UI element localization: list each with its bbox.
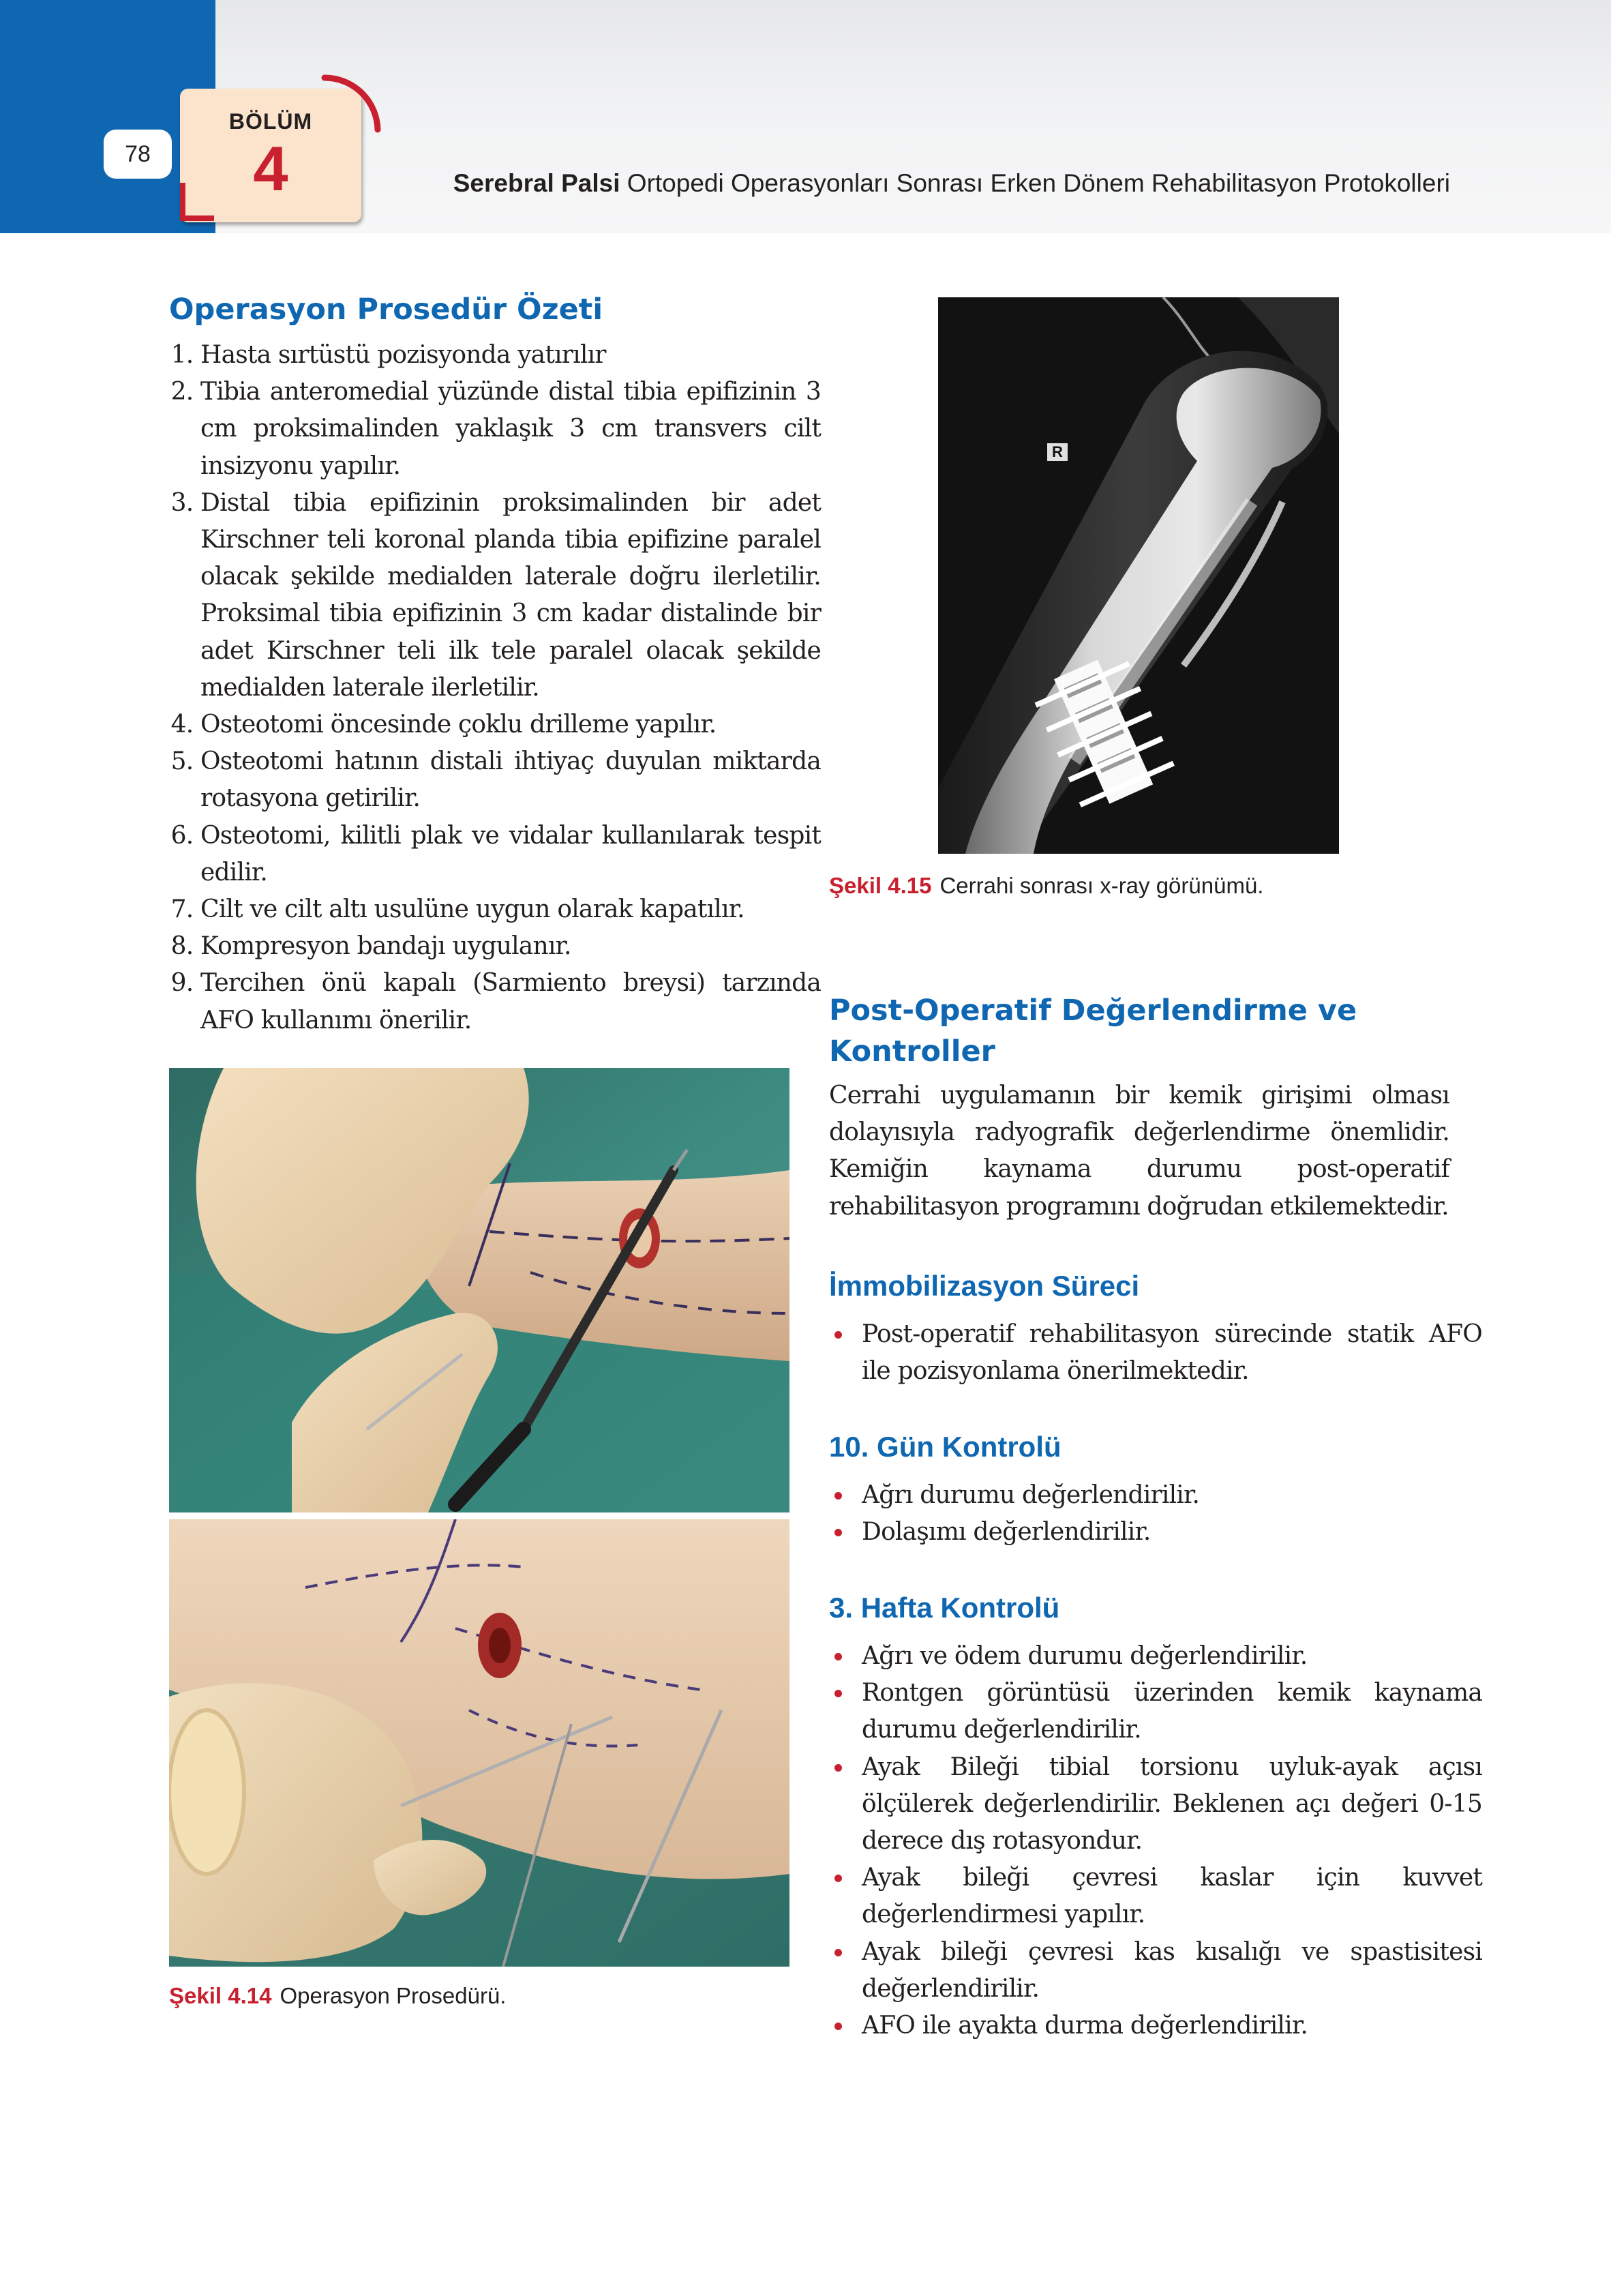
xray-image: [938, 297, 1339, 854]
running-title-bold: Serebral Palsi: [453, 169, 620, 197]
figure-caption-text: Cerrahi sonrası x-ray görünümü.: [939, 873, 1264, 898]
figure-caption-text: Operasyon Prosedürü.: [280, 1983, 507, 2008]
list-item: Post-operatif rehabilitasyon sürecinde statik AFO ile pozisyonlama önerilmektedir.: [862, 1316, 1482, 1390]
post-op-paragraph: Cerrahi uygulamanın bir kemik girişimi olması dolayısıyla radyografik değerlendirme önemlidir. Kemiğin kaynama durumu post-operatif rehabilitasyon programını doğrudan etkilemektedir.: [829, 1082, 1449, 1221]
post-op-title-line2: Kontroller: [829, 1034, 995, 1069]
list-item: Ağrı durumu değerlendirilir.: [862, 1477, 1482, 1514]
procedure-step: 5. Osteotomi hatının distali ihtiyaç duyulan miktarda rotasyona getirilir.: [200, 743, 821, 817]
list-item: Rontgen görüntüsü üzerinden kemik kaynama durumu değerlendirilir.: [862, 1675, 1482, 1748]
procedure-step: 7. Cilt ve cilt altı usulüne uygun olarak kapatılır.: [200, 891, 821, 928]
day10-title: 10. Gün Kontrolü: [829, 1431, 1062, 1463]
surgery-photo-1: [169, 1068, 789, 1512]
figure-caption-4-15: [829, 873, 1263, 899]
list-item: Ayak bileği çevresi kaslar için kuvvet değerlendirmesi yapılır.: [862, 1860, 1482, 1933]
day10-list: [829, 1477, 1482, 1551]
procedure-step: 1. Hasta sırtüstü pozisyonda yatırılır: [200, 337, 821, 374]
post-op-title: [829, 990, 1357, 1072]
week3-title: 3. Hafta Kontrolü: [829, 1592, 1060, 1624]
list-item: AFO ile ayakta durma değerlendirilir.: [862, 2008, 1482, 2044]
list-item: Ayak bileği çevresi kas kısalığı ve spastisitesi değerlendirilir.: [862, 1934, 1482, 2008]
figure-number: Şekil 4.15: [829, 873, 932, 898]
week3-list: [829, 1638, 1482, 2044]
page-number: 78: [104, 130, 172, 179]
immobilization-title: İmmobilizasyon Süreci: [829, 1270, 1140, 1302]
post-op-title-line1: Post-Operatif Değerlendirme ve: [829, 994, 1357, 1028]
procedure-step: 4. Osteotomi öncesinde çoklu drilleme yapılır.: [200, 706, 821, 743]
procedure-step: 8. Kompresyon bandajı uygulanır.: [200, 928, 821, 965]
procedure-steps: [169, 337, 821, 1039]
figure-number: Şekil 4.14: [169, 1983, 272, 2008]
procedure-title: Operasyon Prosedür Özeti: [169, 293, 603, 327]
procedure-step: 2. Tibia anteromedial yüzünde distal tibia epifizinin 3 cm proksimalinden yaklaşık 3 cm transvers cilt insizyonu yapılır.: [200, 374, 821, 485]
chapter-label: BÖLÜM: [228, 109, 313, 134]
list-item: Dolaşımı değerlendirilir.: [862, 1514, 1482, 1551]
immobilization-list: [829, 1316, 1482, 1390]
running-title-rest: Ortopedi Operasyonları Sonrası Erken Dönem Rehabilitasyon Protokolleri: [620, 169, 1450, 197]
running-title: [453, 169, 1450, 198]
list-item: Ağrı ve ödem durumu değerlendirilir.: [862, 1638, 1482, 1675]
surgery-photo-2: [169, 1519, 789, 1967]
chapter-number: 4: [253, 134, 288, 204]
procedure-step: 3. Distal tibia epifizinin proksimalinden bir adet Kirschner teli koronal planda tibia epifizine paralel olacak şekilde medialden laterale doğru ilerletilir. Proksimal tibia epifizinin 3 cm kadar distalinde bir adet Kirschner teli ilk tele paralel olacak şekilde medialden laterale ilerletilir.: [200, 485, 821, 706]
xray-marker-label: R: [1052, 443, 1063, 460]
list-item: Ayak Bileği tibial torsionu uyluk-ayak açısı ölçülerek değerlendirilir. Beklenen açı değeri 0-15 derece dış rotasyondur.: [862, 1749, 1482, 1860]
procedure-step: 9. Tercihen önü kapalı (Sarmiento breysi) tarzında AFO kullanımı önerilir.: [200, 965, 821, 1039]
procedure-step: 6. Osteotomi, kilitli plak ve vidalar kullanılarak tespit edilir.: [200, 818, 821, 891]
figure-caption-4-14: [169, 1983, 506, 2009]
